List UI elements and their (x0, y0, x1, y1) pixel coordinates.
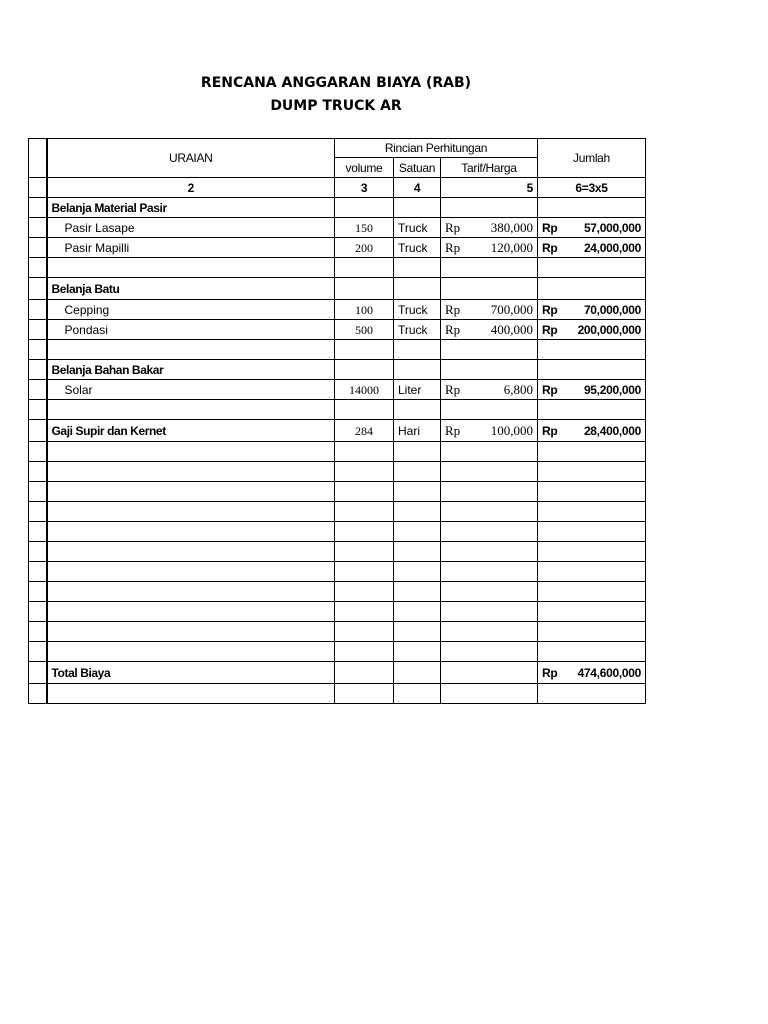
section-title: Belanja Bahan Bakar (47, 360, 335, 380)
total-jumlah: 474,600,000 (577, 665, 641, 680)
item-volume: 500 (335, 320, 394, 340)
currency-label: Rp (445, 301, 461, 317)
currency-label: Rp (445, 422, 461, 438)
item-jumlah: 200,000,000 (577, 322, 641, 337)
gaji-jumlah: 28,400,000 (583, 423, 641, 438)
empty-row (29, 502, 646, 522)
section-title: Belanja Material Pasir (47, 198, 335, 218)
gaji-volume: 284 (335, 420, 394, 442)
item-label: Solar (47, 380, 335, 400)
col-num-volume: 3 (335, 178, 394, 198)
header-uraian: URAIAN (47, 139, 335, 178)
empty-row (29, 258, 646, 278)
item-label: Pasir Lasape (47, 218, 335, 238)
empty-row (29, 542, 646, 562)
empty-row (29, 482, 646, 502)
currency-label: Rp (542, 322, 558, 337)
empty-row (29, 400, 646, 420)
currency-label: Rp (542, 302, 558, 317)
table-row (29, 238, 646, 258)
item-tarif: 400,000 (490, 321, 533, 337)
header-volume: volume (335, 158, 394, 178)
col-num-jumlah: 6=3x5 (538, 178, 646, 198)
currency-label: Rp (445, 239, 461, 255)
currency-label: Rp (445, 219, 461, 235)
item-jumlah: 95,200,000 (583, 382, 641, 397)
item-tarif: 380,000 (490, 219, 533, 235)
item-jumlah: 57,000,000 (583, 220, 641, 235)
item-tarif: 6,800 (503, 381, 533, 397)
item-volume: 200 (335, 238, 394, 258)
empty-row (29, 684, 646, 704)
empty-row (29, 522, 646, 542)
currency-label: Rp (542, 665, 558, 680)
total-row (29, 662, 646, 684)
empty-row (29, 602, 646, 622)
table-row (29, 420, 646, 442)
document-subtitle: DUMP TRUCK AR (270, 98, 402, 114)
col-num-satuan: 4 (394, 178, 441, 198)
empty-row (29, 622, 646, 642)
header-rincian: Rincian Perhitungan (335, 139, 538, 158)
item-volume: 14000 (335, 380, 394, 400)
empty-row (29, 582, 646, 602)
item-satuan: Liter (394, 380, 441, 400)
empty-row (29, 462, 646, 482)
section-row (29, 360, 646, 380)
item-jumlah: 24,000,000 (583, 240, 641, 255)
document-title: RENCANA ANGGARAN BIAYA (RAB) (200, 75, 472, 91)
currency-label: Rp (542, 423, 558, 438)
item-jumlah: 70,000,000 (583, 302, 641, 317)
currency-label: Rp (542, 240, 558, 255)
item-label: Pondasi (47, 320, 335, 340)
table-row (29, 300, 646, 320)
col-num-uraian: 2 (47, 178, 335, 198)
item-satuan: Truck (394, 320, 441, 340)
total-label: Total Biaya (47, 662, 335, 684)
column-number-row (29, 178, 646, 198)
currency-label: Rp (445, 381, 461, 397)
rab-table (28, 138, 646, 704)
item-label: Cepping (47, 300, 335, 320)
empty-row (29, 442, 646, 462)
table-row (29, 320, 646, 340)
currency-label: Rp (445, 321, 461, 337)
empty-row (29, 340, 646, 360)
gaji-label: Gaji Supir dan Kernet (47, 420, 335, 442)
item-volume: 100 (335, 300, 394, 320)
gaji-satuan: Hari (394, 420, 441, 442)
section-title: Belanja Batu (47, 278, 335, 300)
header-row-1 (29, 139, 646, 158)
table-row (29, 218, 646, 238)
header-jumlah: Jumlah (538, 139, 646, 178)
section-row (29, 198, 646, 218)
item-satuan: Truck (394, 238, 441, 258)
item-tarif: 120,000 (490, 239, 533, 255)
item-satuan: Truck (394, 218, 441, 238)
item-volume: 150 (335, 218, 394, 238)
item-tarif: 700,000 (490, 301, 533, 317)
section-row (29, 278, 646, 300)
currency-label: Rp (542, 382, 558, 397)
item-satuan: Truck (394, 300, 441, 320)
empty-row (29, 642, 646, 662)
table-row (29, 380, 646, 400)
header-satuan: Satuan (394, 158, 441, 178)
empty-row (29, 562, 646, 582)
currency-label: Rp (542, 220, 558, 235)
header-tarif: Tarif/Harga (441, 158, 538, 178)
gaji-tarif: 100,000 (490, 422, 533, 438)
item-label: Pasir Mapilli (47, 238, 335, 258)
col-num-tarif: 5 (441, 178, 538, 198)
